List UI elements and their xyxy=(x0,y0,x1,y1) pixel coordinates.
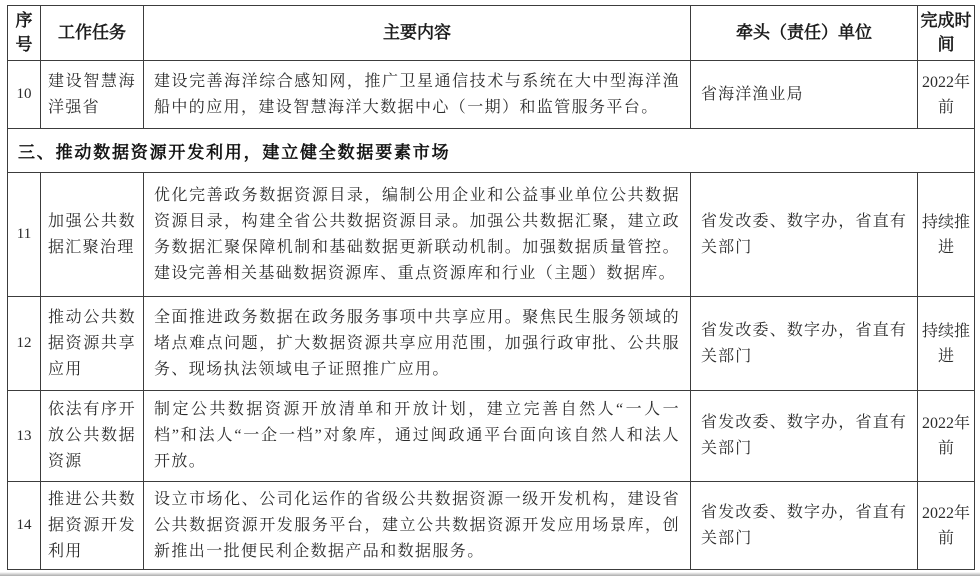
table-row xyxy=(8,61,975,129)
content-cell: 设立市场化、公司化运作的省级公共数据资源一级开发机构，建设省公共数据资源开发服务平台，建立公共数据资源开发应用场景库，创新推出一批便民利企数据产品和数据服务。 xyxy=(144,482,691,570)
work-task-table xyxy=(7,5,975,570)
row-number: 14 xyxy=(8,482,41,570)
content-cell: 全面推进政务数据在政务服务事项中共享应用。聚焦民生服务领域的堵点难点问题，扩大数据资源共享应用范围，加强行政审批、公共服务、现场执法领域电子证照推广应用。 xyxy=(144,297,691,391)
unit-cell: 省发改委、数字办，省直有关部门 xyxy=(691,297,918,391)
content-cell: 优化完善政务数据资源目录，编制公用企业和公益事业单位公共数据资源目录，构建全省公共数据资源目录。加强公共数据汇聚，建立政务数据汇聚保障机制和基础数据更新联动机制。加强数据质量管控。建设完善相关基础数据资源库、重点资源库和行业（主题）数据库。 xyxy=(144,173,691,297)
table-row xyxy=(8,482,975,570)
content-cell: 建设完善海洋综合感知网，推广卫星通信技术与系统在大中型海洋渔船中的应用，建设智慧海洋大数据中心（一期）和监管服务平台。 xyxy=(144,61,691,129)
task-cell: 依法有序开放公共数据资源 xyxy=(41,391,144,482)
content-cell: 制定公共数据资源开放清单和开放计划，建立完善自然人“一人一档”和法人“一企一档”对象库，通过闽政通平台面向该自然人和法人开放。 xyxy=(144,391,691,482)
time-cell: 2022年前 xyxy=(918,391,975,482)
header-cell-content: 主要内容 xyxy=(144,6,691,61)
time-cell: 持续推进 xyxy=(918,173,975,297)
page-bottom-shadow xyxy=(0,572,980,576)
row-number: 10 xyxy=(8,61,41,129)
task-cell: 建设智慧海洋强省 xyxy=(41,61,144,129)
unit-cell: 省发改委、数字办，省直有关部门 xyxy=(691,173,918,297)
unit-cell: 省海洋渔业局 xyxy=(691,61,918,129)
header-cell-no: 序号 xyxy=(8,6,41,61)
row-number: 11 xyxy=(8,173,41,297)
header-cell-time: 完成时间 xyxy=(918,6,975,61)
time-cell: 持续推进 xyxy=(918,297,975,391)
time-cell: 2022年前 xyxy=(918,482,975,570)
task-cell: 推动公共数据资源共享应用 xyxy=(41,297,144,391)
table-row xyxy=(8,173,975,297)
task-cell: 加强公共数据汇聚治理 xyxy=(41,173,144,297)
table-row xyxy=(8,391,975,482)
time-cell: 2022年前 xyxy=(918,61,975,129)
section-title: 三、推动数据资源开发利用，建立健全数据要素市场 xyxy=(8,129,975,173)
header-cell-unit: 牵头（责任）单位 xyxy=(691,6,918,61)
unit-cell: 省发改委、数字办，省直有关部门 xyxy=(691,482,918,570)
header-cell-task: 工作任务 xyxy=(41,6,144,61)
table-header-row xyxy=(8,6,975,61)
row-number: 13 xyxy=(8,391,41,482)
row-number: 12 xyxy=(8,297,41,391)
unit-cell: 省发改委、数字办，省直有关部门 xyxy=(691,391,918,482)
table-row xyxy=(8,297,975,391)
section-header-row xyxy=(8,129,975,173)
task-cell: 推进公共数据资源开发利用 xyxy=(41,482,144,570)
